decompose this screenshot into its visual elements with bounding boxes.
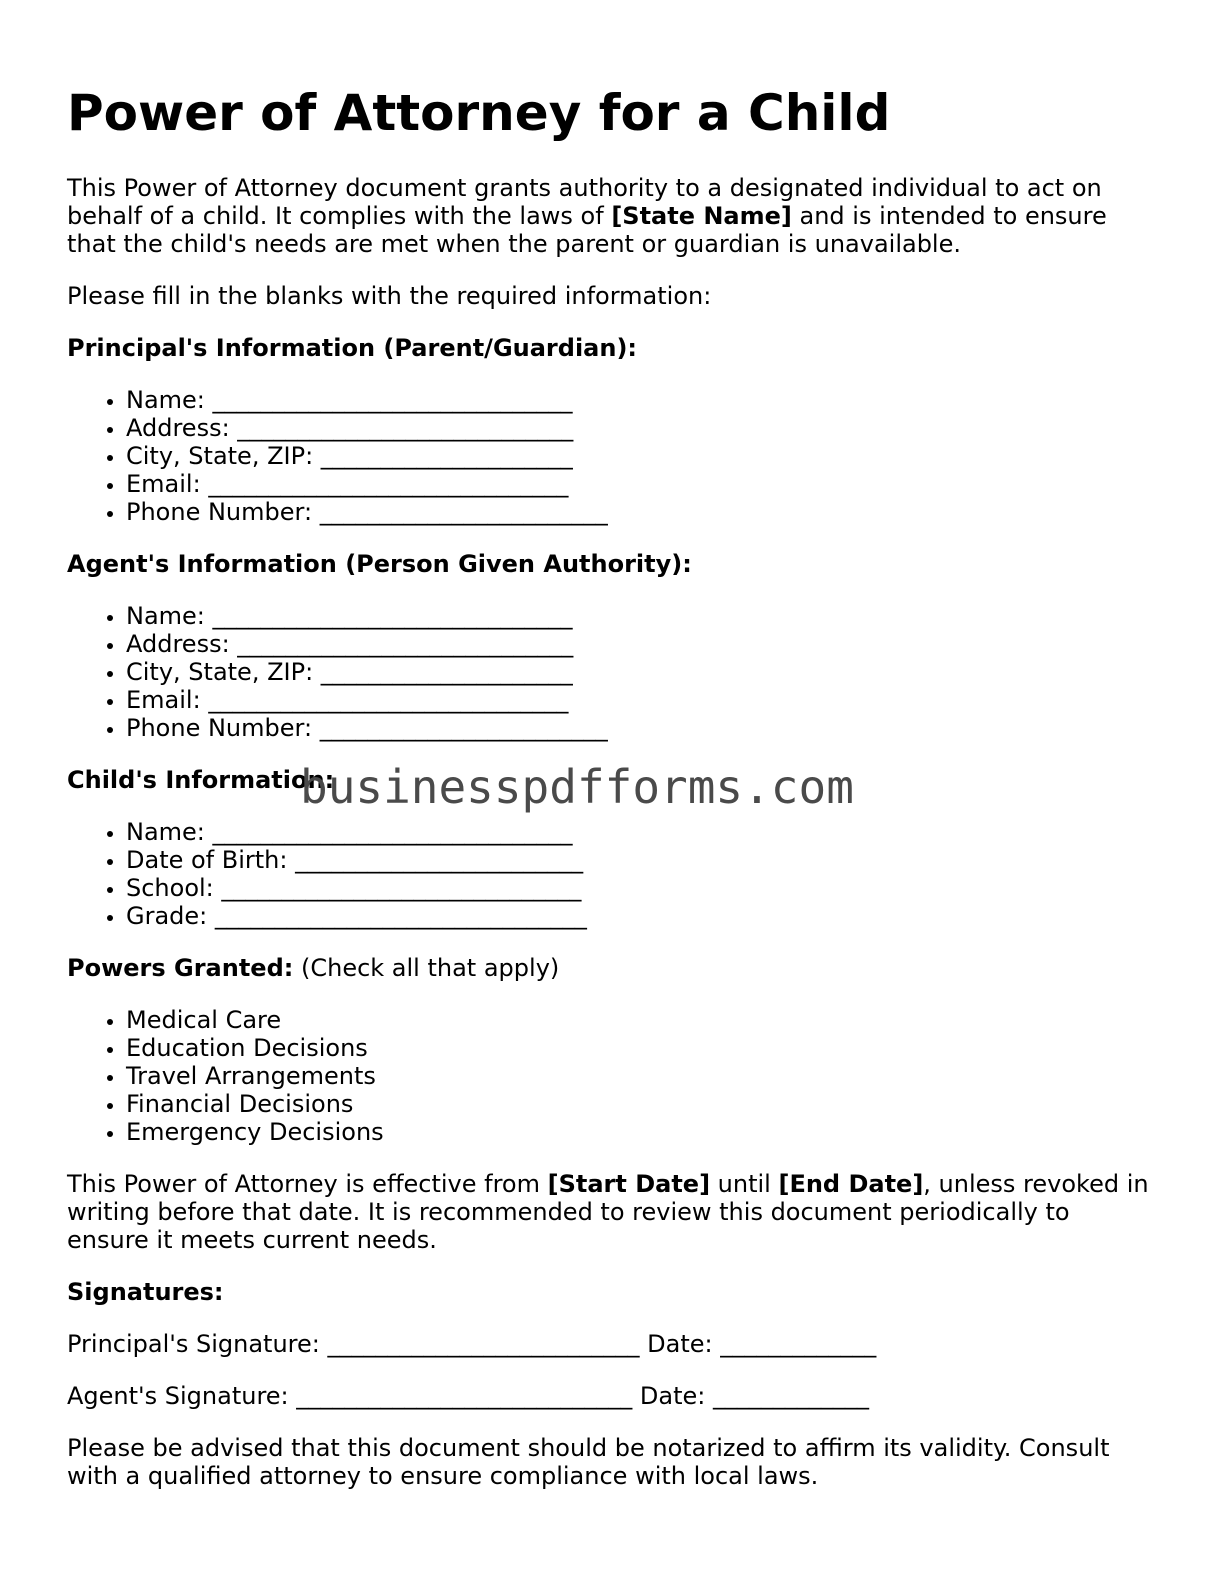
principal-address-field[interactable]: • Address: ____________________________ [126, 414, 1157, 442]
agent-fields [67, 602, 1157, 742]
agent-date-blank[interactable]: _____________ [712, 1382, 869, 1410]
principal-signature-blank[interactable]: __________________________ [327, 1330, 640, 1358]
powers-list [67, 1006, 1157, 1146]
agent-email-field[interactable]: • Email: ______________________________ [126, 686, 1157, 714]
signatures-heading: Signatures: [67, 1278, 224, 1306]
principal-date-blank[interactable]: _____________ [720, 1330, 877, 1358]
child-name-field[interactable]: • Name: ______________________________ [126, 818, 1157, 846]
agent-signature-line: Agent's Signature: ____________________________ Date: _____________ [67, 1382, 869, 1410]
intro-paragraph: This Power of Attorney document grants authority to a designated individual to act on behalf of a child. It complies with the laws of [State Name] and is intended to ensure that the child's needs are met when the parent or guardian is unavailable. [67, 174, 1107, 258]
document-title: Power of Attorney for a Child [67, 84, 891, 142]
agent-address-field[interactable]: • Address: ____________________________ [126, 630, 1157, 658]
agent-signature-blank[interactable]: ____________________________ [296, 1382, 633, 1410]
principal-heading: Principal's Information (Parent/Guardian): [67, 334, 638, 362]
start-date-placeholder: [Start Date] [547, 1170, 711, 1198]
principal-name-field[interactable]: • Name: ______________________________ [126, 386, 1157, 414]
child-grade-field[interactable]: • Grade: _______________________________ [126, 902, 1157, 930]
instructions: Please fill in the blanks with the required information: [67, 282, 712, 310]
agent-heading: Agent's Information (Person Given Authority): [67, 550, 692, 578]
child-fields [67, 818, 1157, 930]
state-name-placeholder: [State Name] [611, 202, 792, 230]
watermark: businesspdfforms.com [300, 760, 854, 814]
power-emergency-decisions[interactable]: • Emergency Decisions [126, 1118, 1157, 1146]
child-dob-field[interactable]: • Date of Birth: ________________________ [126, 846, 1157, 874]
power-medical-care[interactable]: • Medical Care [126, 1006, 1157, 1034]
principal-city-field[interactable]: • City, State, ZIP: _____________________ [126, 442, 1157, 470]
agent-name-field[interactable]: • Name: ______________________________ [126, 602, 1157, 630]
principal-signature-line: Principal's Signature: __________________________ Date: _____________ [67, 1330, 877, 1358]
power-education-decisions[interactable]: • Education Decisions [126, 1034, 1157, 1062]
power-financial-decisions[interactable]: • Financial Decisions [126, 1090, 1157, 1118]
effective-paragraph: This Power of Attorney is effective from [Start Date] until [End Date], unless revoked in writing before that date. It is recommended to review this document periodically to ensure it meets current needs. [67, 1170, 1149, 1254]
child-heading: Child's Information: [67, 766, 335, 794]
powers-heading: Powers Granted: (Check all that apply) [67, 954, 560, 982]
agent-city-field[interactable]: • City, State, ZIP: _____________________ [126, 658, 1157, 686]
power-travel-arrangements[interactable]: • Travel Arrangements [126, 1062, 1157, 1090]
closing-paragraph: Please be advised that this document should be notarized to affirm its validity. Consult with a qualified attorney to ensure compliance with local laws. [67, 1434, 1110, 1490]
principal-email-field[interactable]: • Email: ______________________________ [126, 470, 1157, 498]
end-date-placeholder: [End Date] [778, 1170, 924, 1198]
agent-phone-field[interactable]: • Phone Number: ________________________ [126, 714, 1157, 742]
principal-fields [67, 386, 1157, 526]
child-school-field[interactable]: • School: ______________________________ [126, 874, 1157, 902]
principal-phone-field[interactable]: • Phone Number: ________________________ [126, 498, 1157, 526]
